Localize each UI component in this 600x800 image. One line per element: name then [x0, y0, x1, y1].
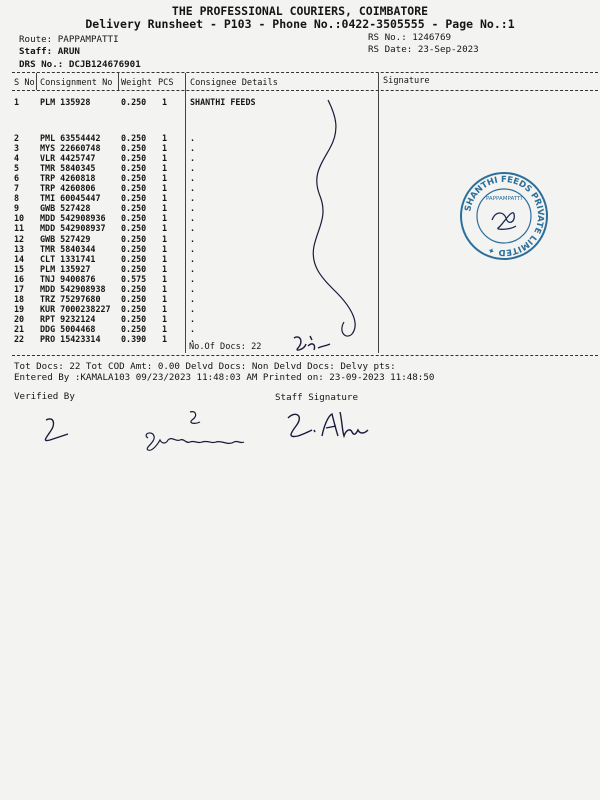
cell-sno: 5	[14, 163, 20, 174]
cell-sno: 16	[14, 273, 25, 284]
company-seal-stamp	[458, 170, 550, 262]
cell-consignment-no: TRZ 75297680	[40, 293, 101, 304]
cell-consignee-details: .	[190, 283, 196, 294]
cell-pcs: 1	[162, 334, 168, 344]
cell-consignment-no: GWB 527429	[40, 233, 91, 244]
col-header-consignee: Consignee Details	[190, 78, 278, 88]
cell-consignment-no: RPT 9232124	[40, 313, 96, 324]
cell-weight: 0.250	[121, 223, 147, 234]
cell-pcs: 1	[162, 203, 168, 214]
verified-by-label: Verified By	[14, 391, 75, 402]
cell-weight: 0.250	[121, 233, 147, 244]
cell-consignment-no: MYS 22660748	[40, 143, 101, 154]
cell-consignee-details: .	[190, 233, 196, 244]
staff-signature-label: Staff Signature	[275, 392, 358, 403]
cell-sno: 6	[14, 173, 20, 184]
cell-consignment-no: KUR 7000238227	[40, 303, 111, 314]
cell-weight: 0.250	[121, 243, 147, 254]
cell-consignment-no: PRO 15423314	[40, 334, 101, 344]
cell-weight: 0.390	[121, 334, 147, 344]
cell-sno: 13	[14, 243, 25, 254]
col-divider	[378, 73, 379, 353]
cell-consignee-details: .	[190, 303, 196, 314]
cell-pcs: 1	[162, 153, 168, 164]
cell-weight: 0.250	[121, 193, 147, 204]
cell-sno: 7	[14, 183, 20, 194]
verifier-signature	[138, 408, 248, 458]
col-divider	[36, 73, 37, 90]
cell-consignee-details: .	[190, 193, 196, 204]
cell-weight: 0.250	[121, 143, 147, 154]
col-divider	[118, 73, 119, 90]
cell-consignment-no: PLM 135927	[40, 263, 91, 274]
cell-pcs: 1	[162, 133, 168, 143]
cell-consignment-no: PLM 135928	[40, 97, 91, 107]
col-header-sno: S No	[14, 78, 35, 88]
cell-pcs: 1	[162, 283, 168, 294]
cell-pcs: 1	[162, 303, 168, 314]
cell-pcs: 1	[162, 273, 168, 284]
cell-weight: 0.250	[121, 313, 147, 324]
cell-consignment-no: TMR 5840345	[40, 163, 96, 174]
staff-value: ARUN	[57, 46, 80, 57]
table-header-rule	[12, 90, 598, 91]
cell-pcs: 1	[162, 263, 168, 274]
staff-label: Staff:	[19, 46, 53, 57]
cell-weight: 0.575	[121, 273, 147, 284]
cell-consignee-details: .	[190, 263, 196, 274]
cell-pcs: 1	[162, 293, 168, 304]
cell-consignee-details: .	[190, 313, 196, 324]
cell-sno: 14	[14, 253, 25, 264]
cell-consignment-no: TMR 5840344	[40, 243, 96, 254]
cell-sno: 19	[14, 303, 25, 314]
cell-sno: 2	[14, 133, 20, 143]
cell-pcs: 1	[162, 183, 168, 194]
cell-weight: 0.250	[121, 323, 147, 334]
cell-sno: 21	[14, 323, 25, 334]
cell-sno: 9	[14, 203, 20, 214]
svg-text:PAPPAMPATTI: PAPPAMPATTI	[485, 196, 523, 202]
cell-consignment-no: DDG 5004468	[40, 323, 96, 334]
cell-consignee-details: .	[190, 153, 196, 164]
cell-sno: 8	[14, 193, 20, 204]
cell-sno: 17	[14, 283, 25, 294]
route-line	[19, 34, 119, 45]
drs-value: DCJB124676901	[68, 59, 141, 70]
table-top-rule	[12, 72, 598, 73]
cell-consignment-no: PML 63554442	[40, 133, 101, 143]
cell-pcs: 1	[162, 223, 168, 234]
cell-consignment-no: MDD 542908937	[40, 223, 106, 234]
cell-consignment-no: VLR 4425747	[40, 153, 96, 164]
cell-weight: 0.250	[121, 183, 147, 194]
cell-consignment-no: GWB 527428	[40, 203, 91, 214]
cell-weight: 0.250	[121, 153, 147, 164]
col-header-consignment: Consignment No	[40, 78, 113, 88]
cell-consignee-details: .	[190, 203, 196, 214]
cell-sno: 18	[14, 293, 25, 304]
consignee-initials-signature	[290, 332, 340, 356]
rs-no-line	[368, 32, 451, 43]
company-title: THE PROFESSIONAL COURIERS, COIMBATORE	[171, 4, 429, 18]
cell-sno: 20	[14, 313, 25, 324]
cell-consignee-details: SHANTHI FEEDS	[190, 97, 256, 107]
verified-by-signature	[36, 414, 76, 444]
cell-pcs: 1	[162, 243, 168, 254]
rs-date-value: 23-Sep-2023	[417, 44, 479, 55]
cell-weight: 0.250	[121, 173, 147, 184]
rs-no-value: 1246769	[412, 32, 452, 43]
cell-sno: 3	[14, 143, 20, 154]
entered-by-line: Entered By :KAMALA103 09/23/2023 11:48:03 AM Printed on: 23-09-2023 11:48:50	[14, 372, 435, 383]
cell-consignee-details: .	[190, 163, 196, 174]
cell-consignment-no: TRP 4260818	[40, 173, 96, 184]
cell-weight: 0.250	[121, 303, 147, 314]
cell-consignee-details: .	[190, 213, 196, 224]
cell-weight: 0.250	[121, 133, 147, 143]
cell-consignee-details: .	[190, 183, 196, 194]
cell-sno: 22	[14, 334, 25, 344]
cell-weight: 0.250	[121, 283, 147, 294]
no-of-docs: No.Of Docs: 22	[189, 342, 262, 352]
cell-consignee-details: .	[190, 223, 196, 234]
cell-consignment-no: TNJ 9400876	[40, 273, 96, 284]
route-label: Route:	[19, 34, 53, 45]
cell-sno: 10	[14, 213, 25, 224]
cell-sno: 15	[14, 263, 25, 274]
cell-pcs: 1	[162, 313, 168, 324]
cell-consignee-details: .	[190, 243, 196, 254]
rs-date-label: RS Date:	[368, 44, 413, 55]
cell-pcs: 1	[162, 163, 168, 174]
cell-consignee-details: .	[190, 133, 196, 143]
svg-text:SHANTHI FEEDS PRIVATE LIMITED: SHANTHI FEEDS PRIVATE LIMITED ✦	[463, 174, 546, 258]
rs-date-line	[368, 44, 479, 55]
cell-consignee-details: .	[190, 273, 196, 284]
cell-consignment-no: CLT 1331741	[40, 253, 96, 264]
cell-consignee-details: .	[190, 173, 196, 184]
cell-consignee-details: .	[190, 293, 196, 304]
cell-pcs: 1	[162, 173, 168, 184]
cell-consignment-no: TMI 60045447	[40, 193, 101, 204]
route-value: PAPPAMPATTI	[57, 34, 119, 45]
cell-pcs: 1	[162, 233, 168, 244]
totals-line: Tot Docs: 22 Tot COD Amt: 0.00 Delvd Docs: Non Delvd Docs: Delvy pts:	[14, 361, 396, 372]
cell-pcs: 1	[162, 97, 168, 107]
cell-consignee-details: .	[190, 323, 196, 334]
cell-consignee-details: .	[190, 143, 196, 154]
cell-sno: 11	[14, 223, 25, 234]
cell-pcs: 1	[162, 253, 168, 264]
cell-pcs: 1	[162, 213, 168, 224]
cell-weight: 0.250	[121, 203, 147, 214]
cell-consignment-no: MDD 542908936	[40, 213, 106, 224]
staff-line	[19, 46, 80, 57]
cell-consignee-details: .	[190, 253, 196, 264]
cell-weight: 0.250	[121, 253, 147, 264]
cell-sno: 1	[14, 97, 20, 107]
cell-consignment-no: MDD 542908938	[40, 283, 106, 294]
col-header-weight: Weight	[121, 78, 153, 88]
cell-sno: 4	[14, 153, 20, 164]
cell-pcs: 1	[162, 193, 168, 204]
cell-weight: 0.250	[121, 163, 147, 174]
cell-consignee-details: .	[190, 334, 196, 344]
cell-weight: 0.250	[121, 97, 147, 107]
consignee-signature-stroke	[300, 96, 370, 356]
cell-weight: 0.250	[121, 293, 147, 304]
cell-pcs: 1	[162, 143, 168, 154]
cell-consignment-no: TRP 4260806	[40, 183, 96, 194]
rs-no-label: RS No.:	[368, 32, 407, 43]
col-divider	[185, 73, 186, 353]
drs-line	[19, 59, 141, 70]
cell-sno: 12	[14, 233, 25, 244]
cell-pcs: 1	[162, 323, 168, 334]
col-header-pcs: PCS	[158, 78, 174, 88]
runsheet-subtitle: Delivery Runsheet - P103 - Phone No.:0422-3505555 - Page No.:1	[85, 17, 515, 31]
staff-handwritten-signature	[284, 408, 374, 444]
col-header-signature: Signature	[383, 76, 430, 86]
cell-weight: 0.250	[121, 263, 147, 274]
cell-weight: 0.250	[121, 213, 147, 224]
drs-label: DRS No.:	[19, 59, 64, 70]
